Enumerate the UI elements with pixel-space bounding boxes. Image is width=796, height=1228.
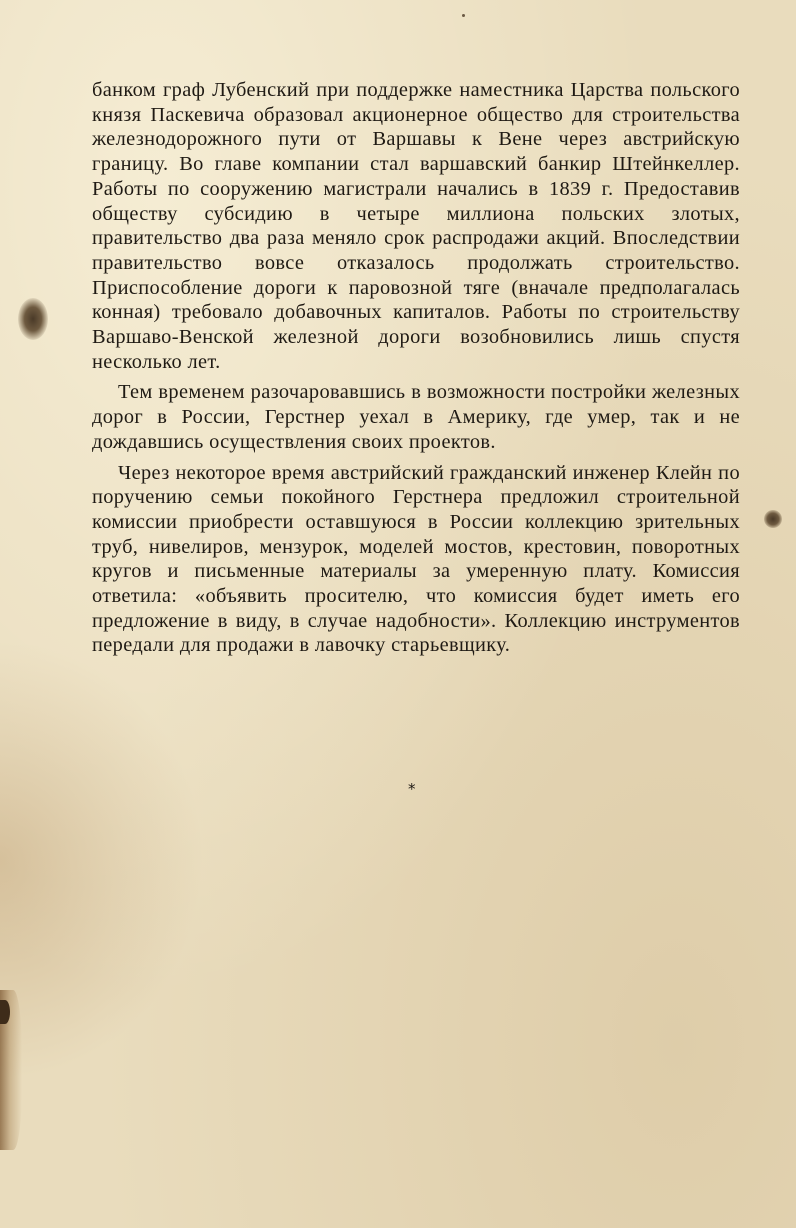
paper-stain <box>764 510 782 528</box>
paragraph: Через некоторое время австрийский гражданский инженер Клейн по поручению семьи покойного Герстнера предложил строительной комиссии приобрести оставшуюся в России коллекцию зрительных труб, нивелиров, мензурок, моделей мостов, крестовин, поворотных кругов и письменные материалы за умеренную плату. Комиссия ответила: «объявить просителю, что комиссия будет иметь его предложение в виду, в случае надобности». Коллекцию инструментов передали для продажи в лавочку старьевщику. <box>92 461 740 657</box>
section-separator: * <box>408 780 416 798</box>
print-speck <box>462 14 465 17</box>
paragraph: Тем временем разочаровавшись в возможности постройки железных дорог в России, Герстнер уехал в Америку, где умер, так и не дождавшись осуществления своих проектов. <box>92 381 740 453</box>
body-text <box>92 78 740 658</box>
paragraph: банком граф Лубенский при поддержке наместника Царства польского князя Паскевича образовал акционерное общество для строительства железнодорожного пути от Варшавы к Вене через австрийскую границу. Во главе компании стал варшавский банкир Штейнкеллер. Работы по сооружению магистрали начались в 1839 г. Предоставив обществу субсидию в четыре миллиона польских злотых, правительство два раза меняло срок распродажи акций. Впоследствии правительство вовсе отказалось продолжать строительство. Приспособление дороги к паровозной тяге (вначале предполагалась конная) требовало добавочных капиталов. Работы по строительству Варшаво-Венской железной дороги возобновились лишь спустя несколько лет. <box>92 79 740 373</box>
paper-edge-mark <box>0 1000 10 1024</box>
paper-stain <box>18 298 48 340</box>
